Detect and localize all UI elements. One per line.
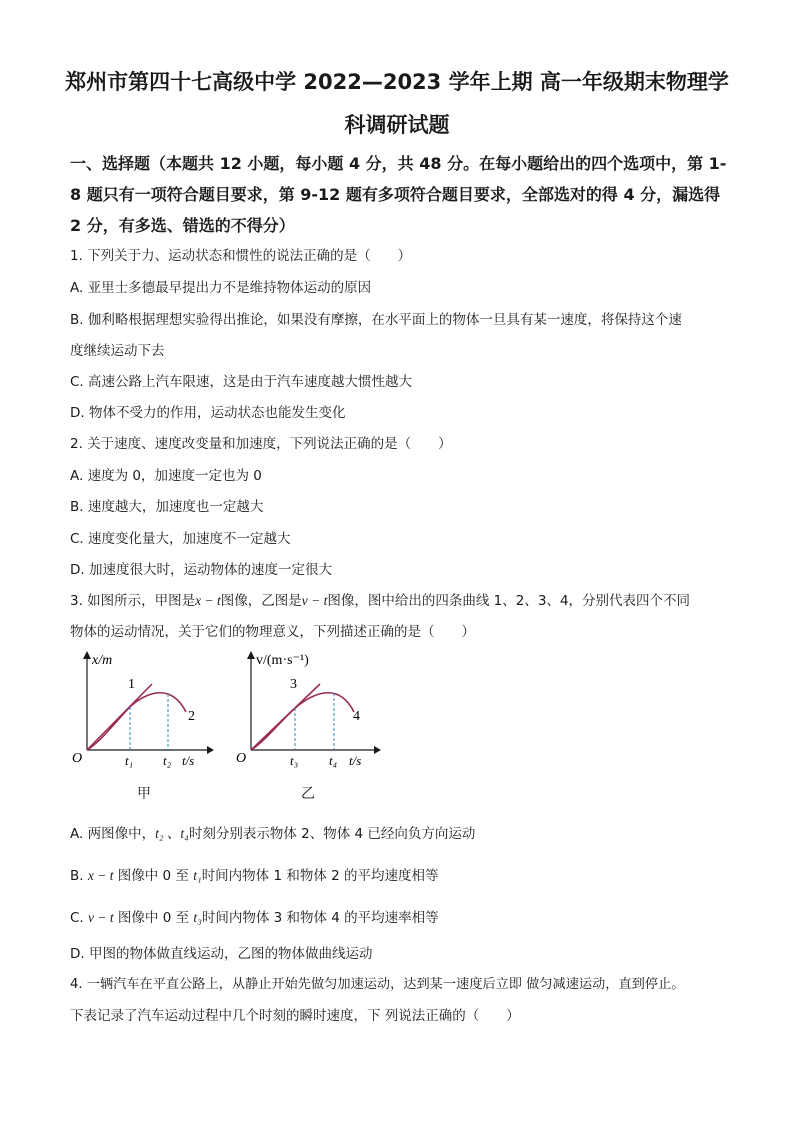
q3-stem-post: 图像，图中给出的四条曲线 1、2、3、4，分别代表四个不同 [327, 593, 691, 609]
q3-c-vt: v − t [88, 910, 114, 925]
q1-option-a: A. 亚里士多德最早提出力不是维持物体运动的原因 [70, 280, 372, 296]
q3-stem-mid: 图像，乙图是 [220, 593, 302, 609]
q2-option-d: D. 加速度很大时，运动物体的速度一定很大 [70, 562, 332, 578]
graph-xt-tick-t1: t₁ [125, 753, 134, 768]
q3-option-a [70, 822, 475, 842]
graph-vt-origin: O [236, 751, 247, 766]
exam-title-line2: 科调研试题 [344, 113, 450, 137]
graph-vt-caption: 乙 [301, 786, 315, 802]
graph-xt [72, 650, 212, 774]
curve-3-label: 3 [290, 677, 297, 692]
curve-4-label: 4 [353, 709, 360, 724]
q4-stem-line1: 4. 一辆汽车在平直公路上，从静止开始先做匀加速运动，达到某一速度后立即 做匀减速运动，直到停止。 [70, 977, 685, 992]
q3-c-mid: 图像中 0 至 [113, 910, 194, 926]
q2-option-c: C. 速度变化量大，加速度不一定越大 [70, 531, 291, 547]
curve-2-label: 2 [188, 709, 195, 724]
curve-1-label: 1 [128, 677, 135, 692]
q2-stem: 2. 关于速度、速度改变量和加速度，下列说法正确的是（ ） [70, 436, 452, 452]
graph-xt-y-arrow [83, 651, 91, 659]
q2-option-a: A. 速度为 0，加速度一定也为 0 [70, 468, 262, 484]
graph-vt-y-arrow [247, 651, 255, 659]
q3-a-pre: A. 两图像中， [70, 826, 156, 842]
q3-stem-line1 [70, 589, 690, 609]
graph-xt-x-arrow [207, 746, 214, 754]
curve-2-line [87, 693, 186, 750]
q3-b-xt: x − t [87, 868, 114, 883]
q3-a-times: t₂ 、t₄ [155, 826, 189, 841]
q3-stem-xt: x − t [195, 593, 221, 608]
graph-xt-svg [72, 650, 212, 770]
section-line3: 2 分，有多选、错选的不得分） [70, 216, 295, 235]
q3-a-post: 时刻分别表示物体 2、物体 4 已经向负方向运动 [188, 826, 476, 842]
q1-option-b-line2: 度继续运动下去 [70, 343, 165, 359]
graph-xt-xlabel: t/s [182, 753, 195, 768]
q3-b-t1: t₁ [193, 868, 202, 883]
q3-b-post: 时间内物体 1 和物体 2 的平均速度相等 [201, 868, 439, 884]
graph-vt-xlabel: t/s [349, 753, 362, 768]
exam-title-line1: 郑州市第四十七高级中学 2022—2023 学年上期 高一年级期末物理学 [65, 70, 729, 94]
graph-xt-origin: O [72, 751, 83, 766]
q3-stem-vt: v − t [301, 593, 328, 608]
q1-stem: 1. 下列关于力、运动状态和惯性的说法正确的是（ ） [70, 248, 412, 264]
q4-stem-line2: 下表记录了汽车运动过程中几个时刻的瞬时速度，下 列说法正确的（ ） [70, 1008, 520, 1024]
section-line1: 一、选择题（本题共 12 小题，每小题 4 分，共 48 分。在每小题给出的四个选项中，第 1- [70, 154, 727, 173]
graph-vt-svg [236, 650, 381, 770]
graph-xt-ylabel: x/m [92, 653, 113, 668]
q3-c-t3: t₃ [193, 910, 202, 925]
q2-option-b: B. 速度越大，加速度也一定越大 [70, 499, 264, 515]
graph-vt-tick-t4: t₄ [329, 753, 338, 768]
q3-stem-line2: 物体的运动情况，关于它们的物理意义，下列描述正确的是（ ） [70, 624, 475, 640]
q3-option-c [70, 906, 439, 926]
q3-c-pre: C. [70, 910, 89, 926]
graph-xt-tick-t2: t₂ [163, 753, 172, 768]
q1-option-c: C. 高速公路上汽车限速，这是由于汽车速度越大惯性越大 [70, 374, 413, 390]
graph-vt-ylabel: v/(m·s⁻¹) [256, 653, 309, 668]
curve-1-line [87, 684, 152, 750]
q3-stem-pre: 3. 如图所示，甲图是 [70, 593, 196, 609]
graph-xt-caption: 甲 [137, 786, 151, 802]
section-instructions [70, 148, 730, 241]
q3-c-post: 时间内物体 3 和物体 4 的平均速率相等 [201, 910, 439, 926]
graph-vt-x-arrow [374, 746, 381, 754]
q3-b-mid: 图像中 0 至 [113, 868, 194, 884]
q1-option-b-line1: B. 伽利略根据理想实验得出推论，如果没有摩擦，在水平面上的物体一旦具有某一速度，将保持这个速 [70, 312, 682, 328]
graph-vt [236, 650, 381, 774]
q1-option-d: D. 物体不受力的作用，运动状态也能发生变化 [70, 405, 346, 421]
section-line2: 8 题只有一项符合题目要求，第 9-12 题有多项符合题目要求，全部选对的得 4 分，漏选得 [70, 185, 721, 204]
graph-vt-tick-t3: t₃ [290, 753, 299, 768]
q3-option-b [70, 864, 439, 884]
curve-4-line [251, 693, 354, 750]
q3-option-d: D. 甲图的物体做直线运动，乙图的物体做曲线运动 [70, 946, 373, 962]
q3-b-pre: B. [70, 868, 88, 884]
